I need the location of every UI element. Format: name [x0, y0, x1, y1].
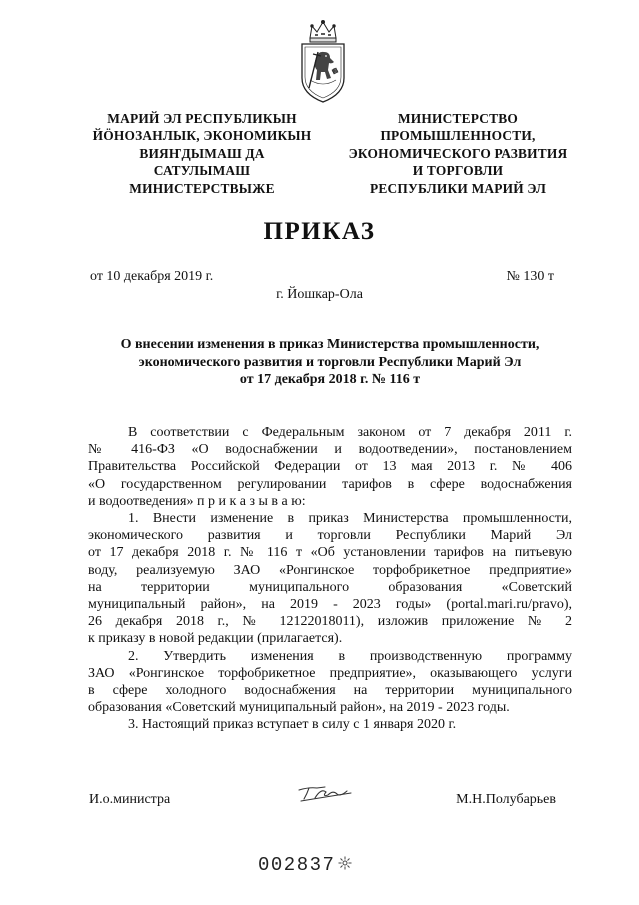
star-stamp-icon: [338, 856, 352, 870]
order-number: № 130 т: [506, 269, 554, 284]
body-line: образования «Советский муниципальный район», на 2019 - 2023 годы.: [88, 700, 510, 716]
body-line: к приказу в новой редакции (прилагается).: [88, 631, 343, 647]
signatory-name: М.Н.Полубарьев: [456, 792, 556, 807]
document-title: ПРИКАЗ: [263, 218, 376, 245]
header-line: ВИЯҤДЫМАШ ДА: [139, 145, 265, 161]
body-line: № 416-ФЗ «О водоснабжении и водоотведении», постановлением: [88, 442, 572, 458]
body-line: 2. Утвердить изменения в производственную программу: [128, 648, 572, 664]
order-subject: [86, 336, 574, 389]
header-line: ЭКОНОМИЧЕСКОГО РАЗВИТИЯ: [348, 145, 568, 161]
body-line: ЗАО «Ронгинское торфобрикетное предприятие», оказывающего услуги: [88, 665, 572, 681]
body-line: муниципальный район», на 2019 - 2023 годы» (portal.mari.ru/pravo),: [88, 597, 572, 613]
ministry-name-mari: [88, 110, 316, 197]
header-line: ЙӦНОЗАНЛЫК, ЭКОНОМИКЫН: [92, 128, 312, 144]
body-line: 3. Настоящий приказ вступает в силу с 1 января 2020 г.: [128, 717, 457, 733]
body-line: В соответствии с Федеральным законом от 7 декабря 2011 г.: [128, 425, 572, 440]
header-line: ПРОМЫШЛЕННОСТИ,: [380, 128, 536, 144]
body-line: экономического развития и торговли Республики Марий Эл: [88, 528, 572, 544]
ministry-name-russian: [345, 110, 571, 197]
body-line: Правительства Российской Федерации от 13 мая 2013 г. № 406: [88, 459, 572, 475]
subject-line: экономического развития и торговли Республики Марий Эл: [138, 354, 522, 370]
subject-line: от 17 декабря 2018 г. № 116 т: [239, 372, 421, 387]
body-line: от 17 декабря 2018 г. № 116 т «Об установлении тарифов на питьевую: [88, 545, 572, 561]
body-line: в сфере холодного водоснабжения на территории муниципального: [88, 683, 572, 699]
header-line: САТУЛЫМАШ: [153, 163, 251, 179]
order-body: [88, 424, 572, 734]
order-date: от 10 декабря 2019 г.: [90, 269, 214, 284]
handwritten-signature: [295, 778, 355, 804]
coat-of-arms-icon: [296, 18, 350, 106]
body-line: 1. Внести изменение в приказ Министерства промышленности,: [128, 511, 572, 527]
body-line: на территории муниципального образования «Советский: [88, 579, 572, 595]
header-line: РЕСПУБЛИКИ МАРИЙ ЭЛ: [369, 180, 547, 196]
body-line: и водоотведения» п р и к а з ы в а ю:: [88, 493, 306, 509]
subject-line: О внесении изменения в приказ Министерства промышленности,: [120, 337, 540, 352]
signatory-position: И.о.министра: [89, 792, 171, 807]
header-line: МАРИЙ ЭЛ РЕСПУБЛИКЫН: [107, 111, 297, 126]
body-line: 26 декабря 2018 г., № 12122018011), изложив приложение № 2: [88, 614, 572, 630]
header-line: И ТОРГОВЛИ: [412, 163, 504, 179]
serial-number: 002837: [258, 854, 336, 876]
header-line: МИНИСТЕРСТВЫЖЕ: [129, 180, 275, 196]
order-city: г. Йошкар-Ола: [276, 287, 363, 302]
body-line: «О государственном регулировании тарифов в сфере водоснабжения: [88, 476, 572, 492]
header-line: МИНИСТЕРСТВО: [397, 111, 519, 126]
body-line: воду, реализуемую ЗАО «Ронгинское торфобрикетное предприятие»: [88, 562, 572, 578]
